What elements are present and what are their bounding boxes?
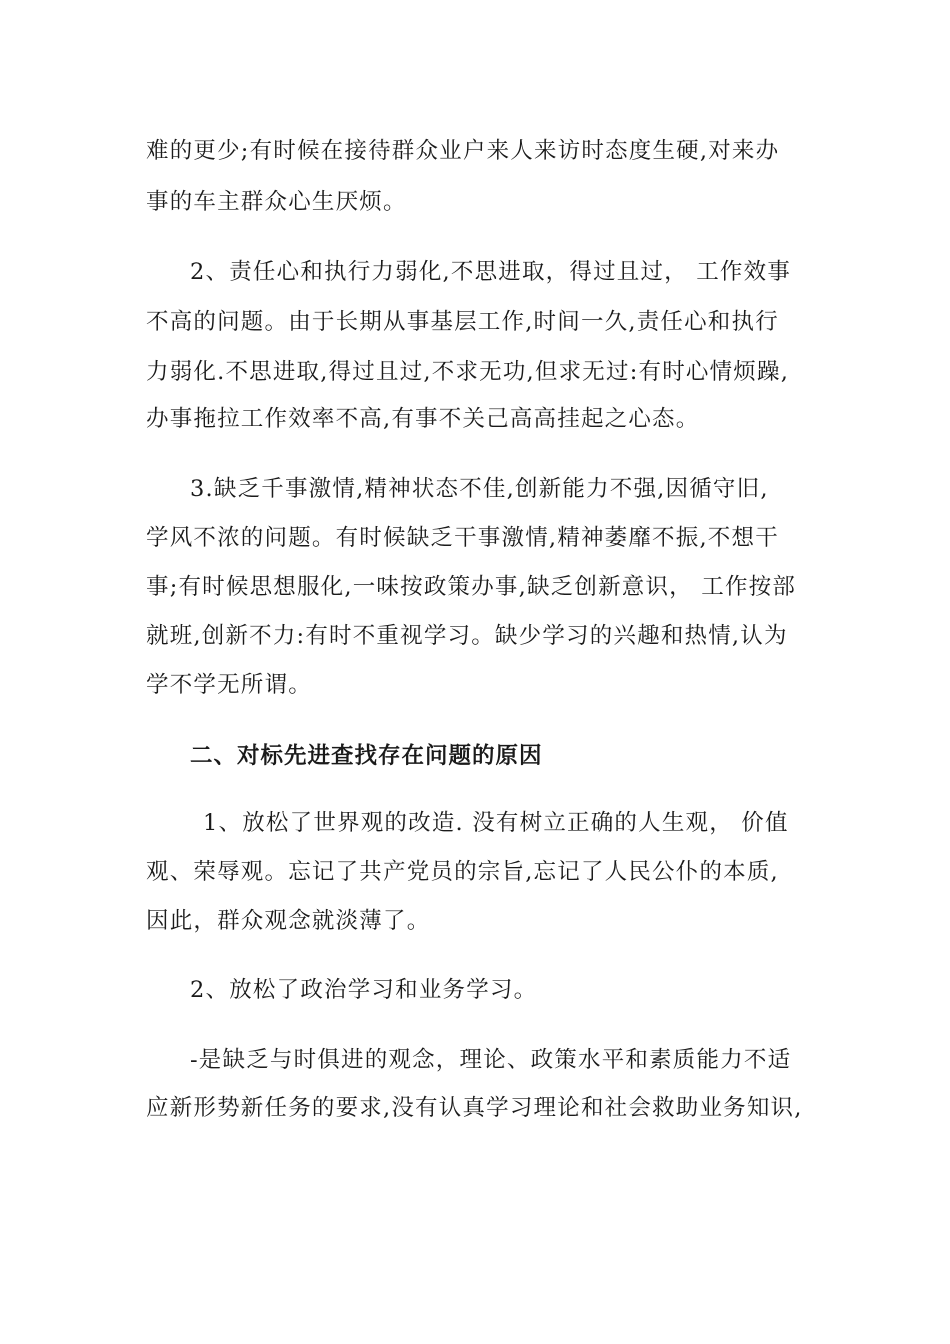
- body-text-line: 难的更少;有时候在接待群众业户来人来访时态度生硬,对来办: [146, 138, 780, 164]
- body-text-line: 办事拖拉工作效率不高,有事不关己高高挂起之心态。: [146, 406, 700, 432]
- body-text-line: 观、荣辱观。忘记了共产党员的宗旨,忘记了人民公仆的本质,: [146, 859, 779, 885]
- body-text-line: 学风不浓的问题。有时候缺乏干事激情,精神萎靡不振,不想干: [146, 525, 779, 551]
- paragraph-first-line: -是缺乏与时俱进的观念，理论、政策水平和素质能力不适: [190, 1047, 792, 1073]
- body-text-line: 应新形势新任务的要求,没有认真学习理论和社会救助业务知识,: [146, 1095, 803, 1121]
- paragraph-2-first-line: 2、责任心和执行力弱化,不思进取，得过且过， 工作效事: [190, 259, 792, 285]
- body-text-line: 不高的问题。由于长期从事基层工作,时间一久,责任心和执行: [146, 309, 779, 335]
- body-text-line: 学不学无所谓。: [146, 672, 312, 698]
- paragraph-cause-2-first-line: 2、放松了政治学习和业务学习。: [190, 977, 538, 1003]
- body-text-line: 事的车主群众心生厌烦。: [146, 189, 407, 215]
- section-heading: 二、对标先进查找存在问题的原因: [190, 743, 543, 769]
- body-text-line: 因此，群众观念就淡薄了。: [146, 908, 431, 934]
- body-text-line: 事;有时候思想服化,一味按政策办事,缺乏创新意识， 工作按部: [146, 574, 797, 600]
- paragraph-cause-1-first-line: 1、放松了世界观的改造. 没有树立正确的人生观， 价值: [203, 810, 789, 836]
- paragraph-3-first-line: 3.缺乏千事激情,精神状态不佳,创新能力不强,因循守旧,: [190, 476, 769, 502]
- body-text-line: 就班,创新不力:有时不重视学习。缺少学习的兴趣和热情,认为: [146, 623, 788, 649]
- body-text-line: 力弱化.不思进取,得过且过,不求无功,但求无过:有时心情烦躁,: [146, 359, 790, 385]
